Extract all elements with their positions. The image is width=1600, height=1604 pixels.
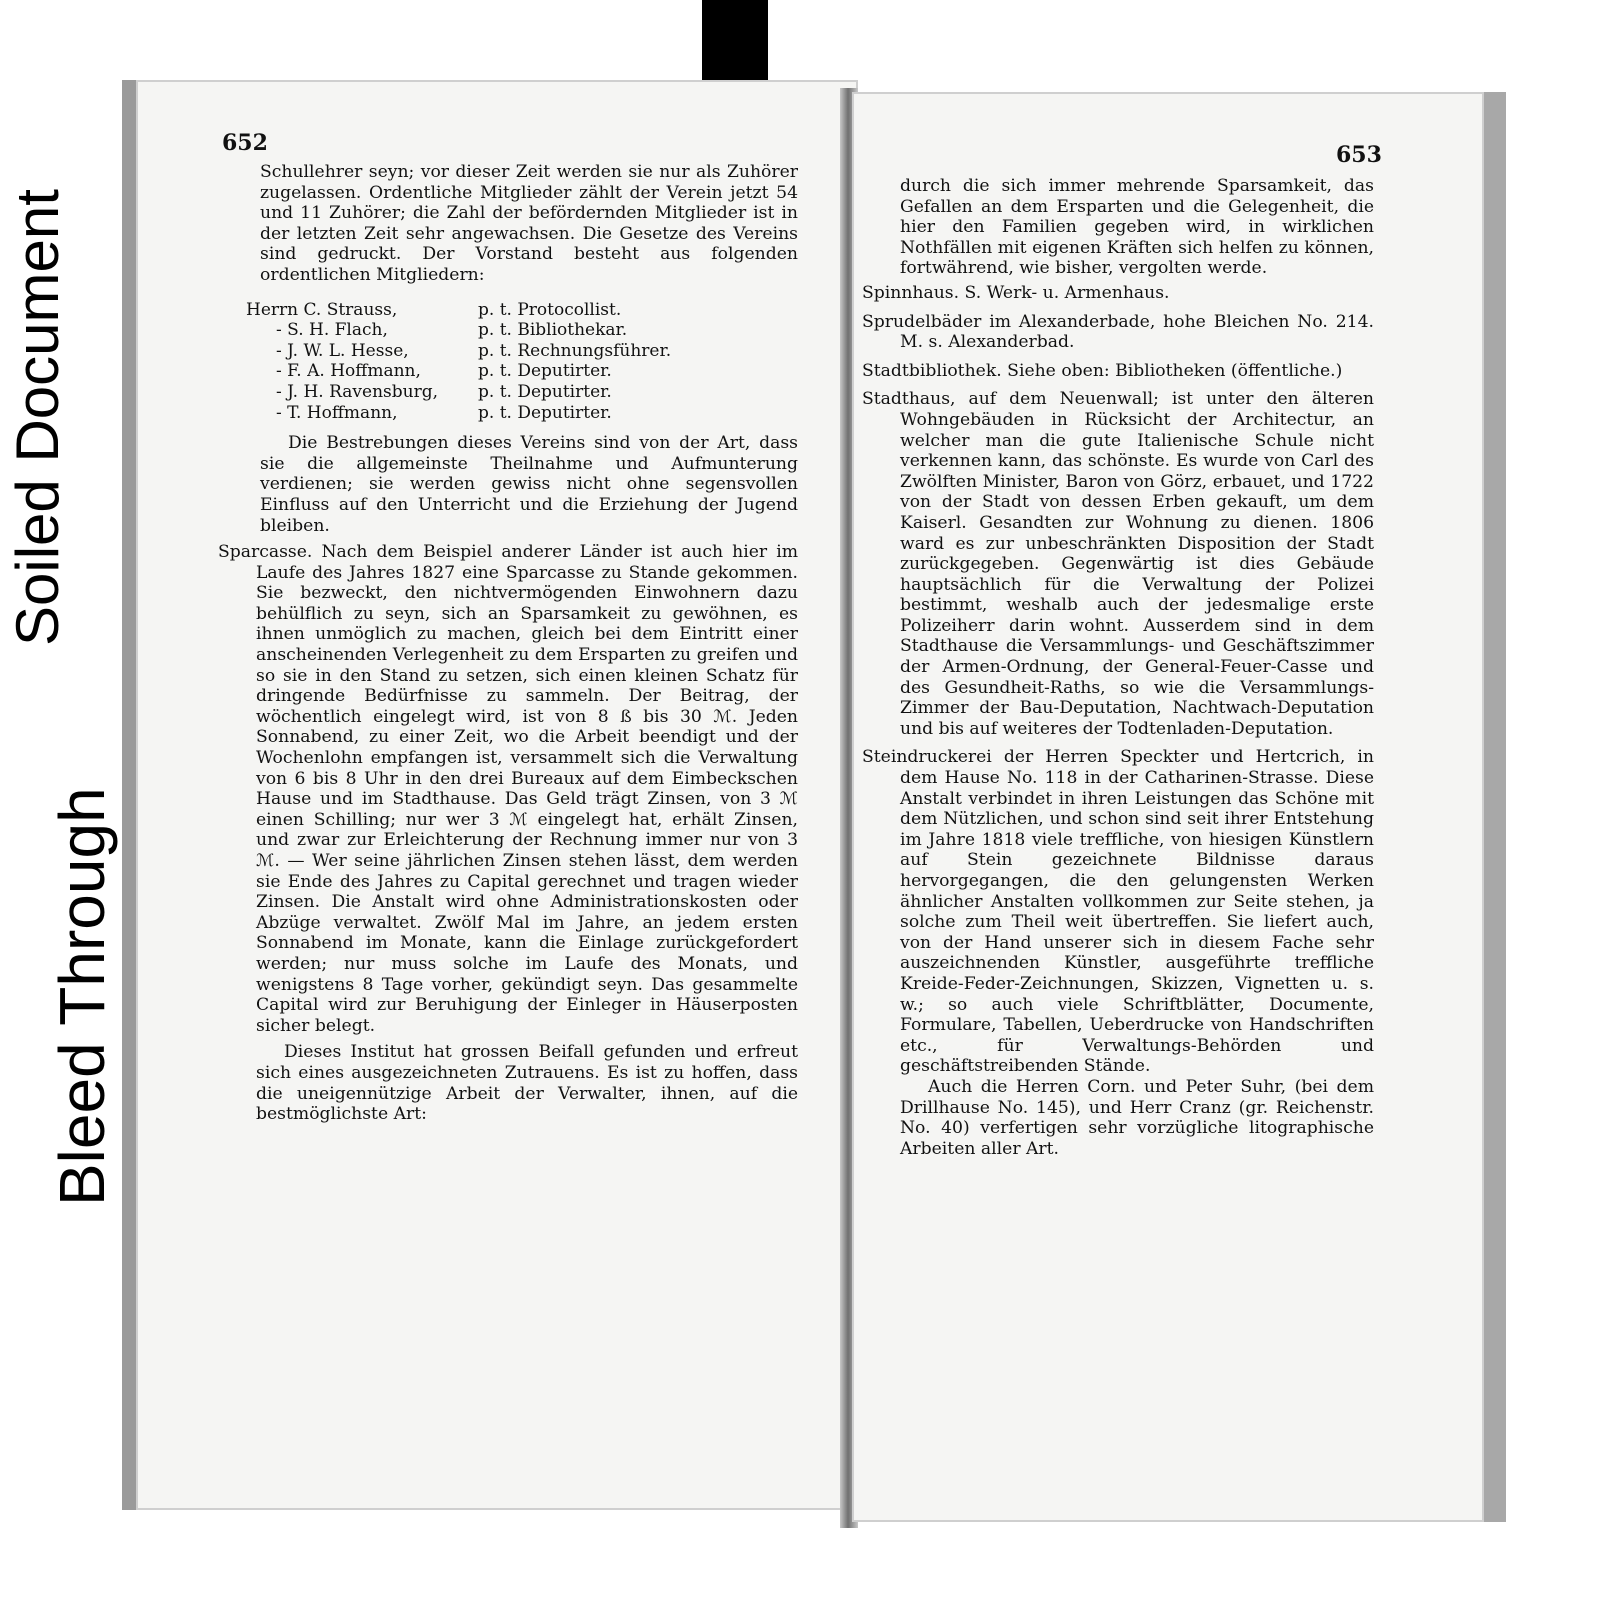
member-row: Herrn C. Strauss, p. t. Protocollist.	[246, 299, 622, 320]
entry-sparcasse: Sparcasse. Nach dem Beispiel anderer Länder ist auch hier im Laufe des Jahres 1827 eine Sparcasse zu Stande gekommen. Sie bezweckt, den nichtvermögenden Einwohnern dazu behülflich zu seyn, sich an Sparsamkeit zu gewöhnen, es ihnen unmöglich zu machen, gleich bei dem Eintritt einer anscheinenden Verlegenheit zu dem Ersparten zu greifen und so sie in den Stand zu setzen, sich einen kleinen Schatz für dringende Bedürfnisse zu sammeln. Der Beitrag, der wöchentlich eingelegt wird, ist von 8 ß bis 30 ℳ. Jeden Sonnabend, zu einer Zeit, wo die Arbeit beendigt und der Wochenlohn empfangen ist, versammelt sich die Verwaltung von 6 bis 8 Uhr in den drei Bureaux auf dem Eimbeckschen Hause und im Stadthause. Das Geld trägt Zinsen, von 3 ℳ einen Schilling; nur wer 3 ℳ eingelegt hat, erhält Zinsen, und zwar zur Erleichterung der Rechnung immer nur von 3 ℳ. — Wer seine jährlichen Zinsen stehen lässt, dem werden sie Ende des Jahres zu Capital gerechnet und tragen wieder Zinsen. Die Anstalt wird ohne Administrationskosten oder Abzüge verwaltet. Zwölf Mal im Jahre, an jedem ersten Sonnabend im Monate, kann die Einlage zurückgefordert werden; nur muss solche im Laufe des Monats, und wenigstens 8 Tage vorher, gekündigt seyn. Das gesammelte Capital wird zur Beruhigung der Einleger in Häuserposten sicher belegt.	[218, 542, 798, 1036]
entry-spinnhaus: Spinnhaus. S. Werk- u. Armenhaus.	[862, 282, 1170, 303]
paragraph: Schullehrer seyn; vor dieser Zeit werden sie nur als Zuhörer zugelassen. Ordentliche Mitglieder zählt der Verein jetzt 54 und 11 Zuhörer; die Zahl der befördernden Mitglieder ist in der letzten Zeit sehr angewachsen. Die Gesetze des Vereins sind gedruckt. Der Vorstand besteht aus folgenden ordentlichen Mitgliedern:	[260, 162, 798, 285]
paragraph: durch die sich immer mehrende Sparsamkeit, das Gefallen an dem Ersparten und die Gelegenheit, die hier den Familien gegeben wird, in wirklichen Nothfällen mit eigenen Kräften sich helfen zu können, fortwährend, wie bisher, vergolten werde.	[900, 176, 1374, 279]
book-spread	[92, 74, 1412, 1604]
left-page-text	[218, 162, 798, 1125]
member-row: - T. Hoffmann, p. t. Deputirter.	[276, 402, 612, 423]
bleed-through-label: Bleed Through	[44, 720, 120, 1212]
soiled-document-label: Soiled Document	[2, 142, 74, 650]
member-row: - S. H. Flach, p. t. Bibliothekar.	[276, 320, 628, 341]
member-row: - J. W. L. Hesse, p. t. Rechnungsführer.	[276, 340, 672, 361]
page-number: 653	[1336, 142, 1382, 168]
member-list	[246, 300, 798, 424]
entry-stadthaus: Stadthaus, auf dem Neuenwall; ist unter den älteren Wohngebäuden in Rücksicht der Architectur, an welcher man die gute Italienische Schule nicht verkennen kann, das schönste. Es wurde von Carl des Zwölften Minister, Baron von Görz, erbauet, und 1722 von der Stadt von dessen Erben gekauft, um dem Kaiserl. Gesandten zur Wohnung zu dienen. 1806 ward es zur unbeschränkten Disposition der Stadt zurückgegeben. Gegenwärtig ist dies Gebäude hauptsächlich für die Verwaltung der Polizei bestimmt, weshalb auch der jedesmalige erste Polizeiherr darin wohnt. Ausserdem sind in dem Stadthause die Versammlungs- und Geschäftszimmer der Armen-Ordnung, der General-Feuer-Casse und des Gesundheit-Raths, so wie die Versammlungs-Zimmer der Bau-Deputation, Nachtwach-Deputation und bis auf weiteres der Todtenladen-Deputation.	[862, 389, 1374, 739]
entry-stadtbibliothek: Stadtbibliothek. Siehe oben: Bibliotheken (öffentliche.)	[862, 360, 1343, 381]
right-page	[852, 92, 1506, 1522]
entry-sprudelbaeder: Sprudelbäder im Alexanderbade, hohe Bleichen No. 214. M. s. Alexanderbad.	[862, 311, 1374, 353]
paragraph: Dieses Institut hat grossen Beifall gefunden und erfreut sich eines ausgezeichneten Zutrauens. Es ist zu hoffen, dass die uneigennützige Arbeit der Verwalter, ihnen, auf die bestmöglichste Art:	[256, 1042, 798, 1125]
paragraph: Die Bestrebungen dieses Vereins sind von der Art, dass sie die allgemeinste Theilnahme und Aufmunterung verdienen; sie werden gewiss nicht ohne segensvollen Einfluss auf den Unterricht und die Erziehung der Jugend bleiben.	[260, 433, 798, 536]
right-page-text	[862, 176, 1374, 1159]
member-row: - F. A. Hoffmann, p. t. Deputirter.	[276, 361, 612, 382]
member-row: - J. H. Ravensburg, p. t. Deputirter.	[276, 381, 612, 402]
paragraph: Auch die Herren Corn. und Peter Suhr, (bei dem Drillhause No. 145), und Herr Cranz (gr. Reichenstr. No. 40) verfertigen sehr vorzügliche litographische Arbeiten aller Art.	[900, 1076, 1374, 1159]
entry-steindruckerei: Steindruckerei der Herren Speckter und Hertcrich, in dem Hause No. 118 in der Catharinen-Strasse. Diese Anstalt verbindet in ihren Leistungen das Schöne mit dem Nützlichen, und schon sind seit ihrer Entstehung im Jahre 1818 viele treffliche, von hiesigen Künstlern auf Stein gezeichnete Bildnisse daraus hervorgegangen, die den gelungensten Werken ähnlicher Anstalten vollkommen zur Seite stehen, ja solche zum Theil weit übertreffen. Sie liefert auch, von der Hand unserer sich in diesem Fache sehr auszeichnenden Künstler, ausgeführte treffliche Kreide-Feder-Zeichnungen, Skizzen, Vignetten u. s. w.; so auch viele Schriftblätter, Documente, Formulare, Tabellen, Ueberdrucke von Handschriften etc., für Verwaltungs-Behörden und geschäftstreibenden Stände.	[862, 747, 1374, 1077]
page-number: 652	[222, 130, 268, 156]
left-page	[122, 80, 858, 1510]
